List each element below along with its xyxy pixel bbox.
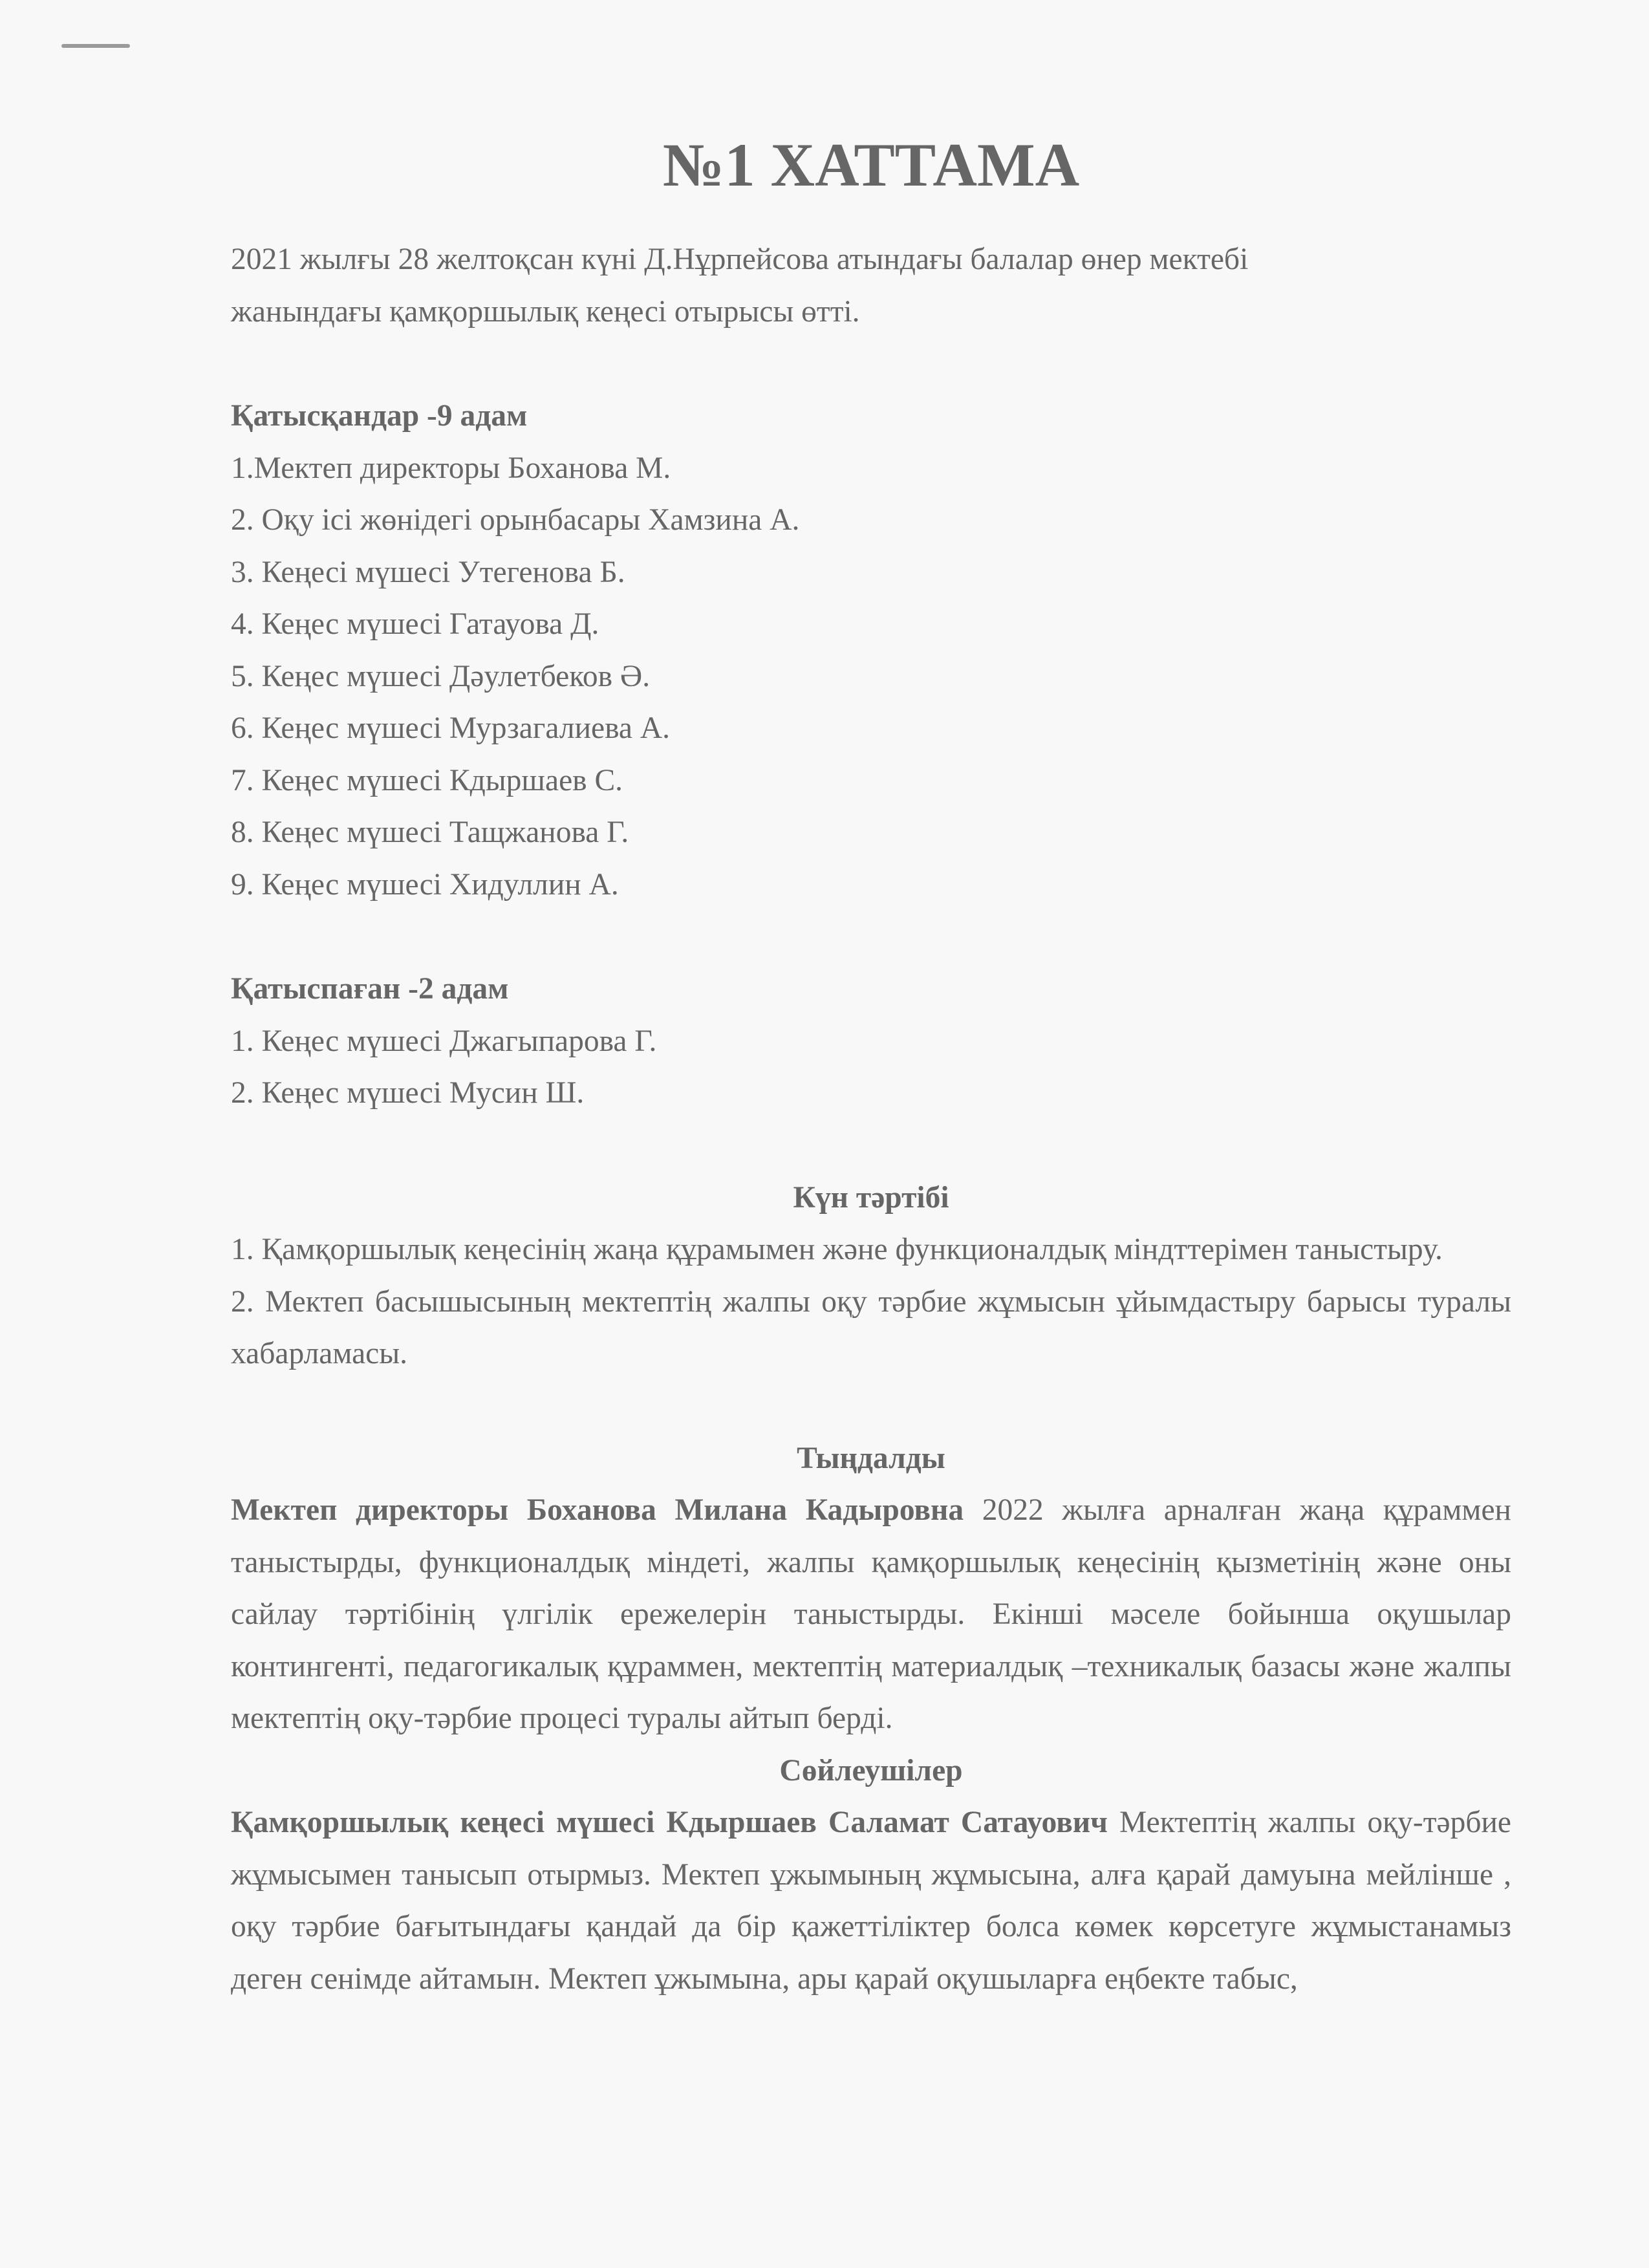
speaker-name: Қамқоршылық кеңесі мүшесі Кдыршаев Саламат Сатауович	[231, 1806, 1108, 1839]
speakers-paragraph	[231, 1797, 1511, 2005]
present-item: 6. Кеңес мүшесі Мурзагалиева А.	[231, 711, 671, 745]
listened-text: 2022 жылға арналған жаңа құраммен таныстырды, функционалдық міндеті, жалпы қамқоршылық кеңесінің қызметінің және оны сайлау тәртібінің үлгілік ережелерін таныстырды. Екінші мәселе бойынша оқушылар контингенті, педагогикалық құраммен, мектептің материалдық –техникалық базасы және жалпы мектептің оқу-тәрбие процесі туралы айтып берді.	[231, 1493, 1511, 1735]
present-item: 8. Кеңес мүшесі Тащжанова Г.	[231, 815, 629, 849]
absent-item: 1. Кеңес мүшесі Джагыпарова Г.	[231, 1024, 657, 1058]
agenda-item: 2. Мектеп басышысының мектептің жалпы оқу тәрбие жұмысын ұйымдастыру барысы туралы хабарламасы.	[231, 1284, 1511, 1370]
present-item: 7. Кеңес мүшесі Кдыршаев С.	[231, 763, 623, 797]
agenda-section	[231, 1172, 1511, 1380]
scan-artifact-mark	[61, 44, 130, 48]
listened-heading: Тыңдалды	[797, 1441, 945, 1475]
intro-line: жанындағы қамқоршылық кеңесі отырысы өтті.	[231, 294, 860, 329]
absent-heading: Қатыспаған -2 адам	[231, 972, 509, 1006]
listened-speaker: Мектеп директоры Боханова Милана Кадыровна	[231, 1493, 964, 1527]
present-item: 9. Кеңес мүшесі Хидуллин А.	[231, 867, 619, 902]
absent-section	[231, 963, 1511, 1119]
document-page	[231, 131, 1512, 2005]
present-item: 5. Кеңес мүшесі Дәулетбеков Ә.	[231, 659, 651, 693]
present-item: 2. Оқу ісі жөнідегі орынбасары Хамзина А.	[231, 503, 800, 537]
speaker-text: Мектептің жалпы оқу-тәрбие жұмысымен танысып отырмыз. Мектеп ұжымының жұмысына, алға қарай дамуына мейлінше , оқу тәрбие бағытындағы қандай да бір қажеттіліктер болса көмек көрсетуге жұмыстанамыз деген сенімде айтамын. Мектеп ұжымына, ары қарай оқушыларға еңбекте табыс,	[231, 1806, 1512, 1996]
listened-section	[231, 1432, 1511, 1745]
speakers-heading: Сөйлеушілер	[779, 1753, 963, 1787]
present-heading: Қатысқандар -9 адам	[231, 399, 528, 433]
agenda-heading: Күн тәртібі	[793, 1180, 949, 1215]
intro-paragraph	[231, 233, 1511, 338]
speakers-section	[231, 1745, 1511, 2005]
absent-item: 2. Кеңес мүшесі Мусин Ш.	[231, 1076, 585, 1110]
present-section	[231, 390, 1511, 911]
present-item: 4. Кеңес мүшесі Гатауова Д.	[231, 607, 599, 641]
listened-paragraph	[231, 1484, 1511, 1745]
present-item: 1.Мектеп директоры Боханова М.	[231, 451, 671, 485]
intro-line: 2021 жылғы 28 желтоқсан күні Д.Нұрпейсова атындағы балалар өнер мектебі	[231, 243, 1249, 276]
present-item: 3. Кеңесі мүшесі Утегенова Б.	[231, 555, 625, 589]
document-title: №1 ХАТТАМА	[662, 131, 1080, 199]
agenda-item: 1. Қамқоршылық кеңесінің жаңа құрамымен және функционалдық міндттерімен таныстыру.	[231, 1233, 1443, 1266]
